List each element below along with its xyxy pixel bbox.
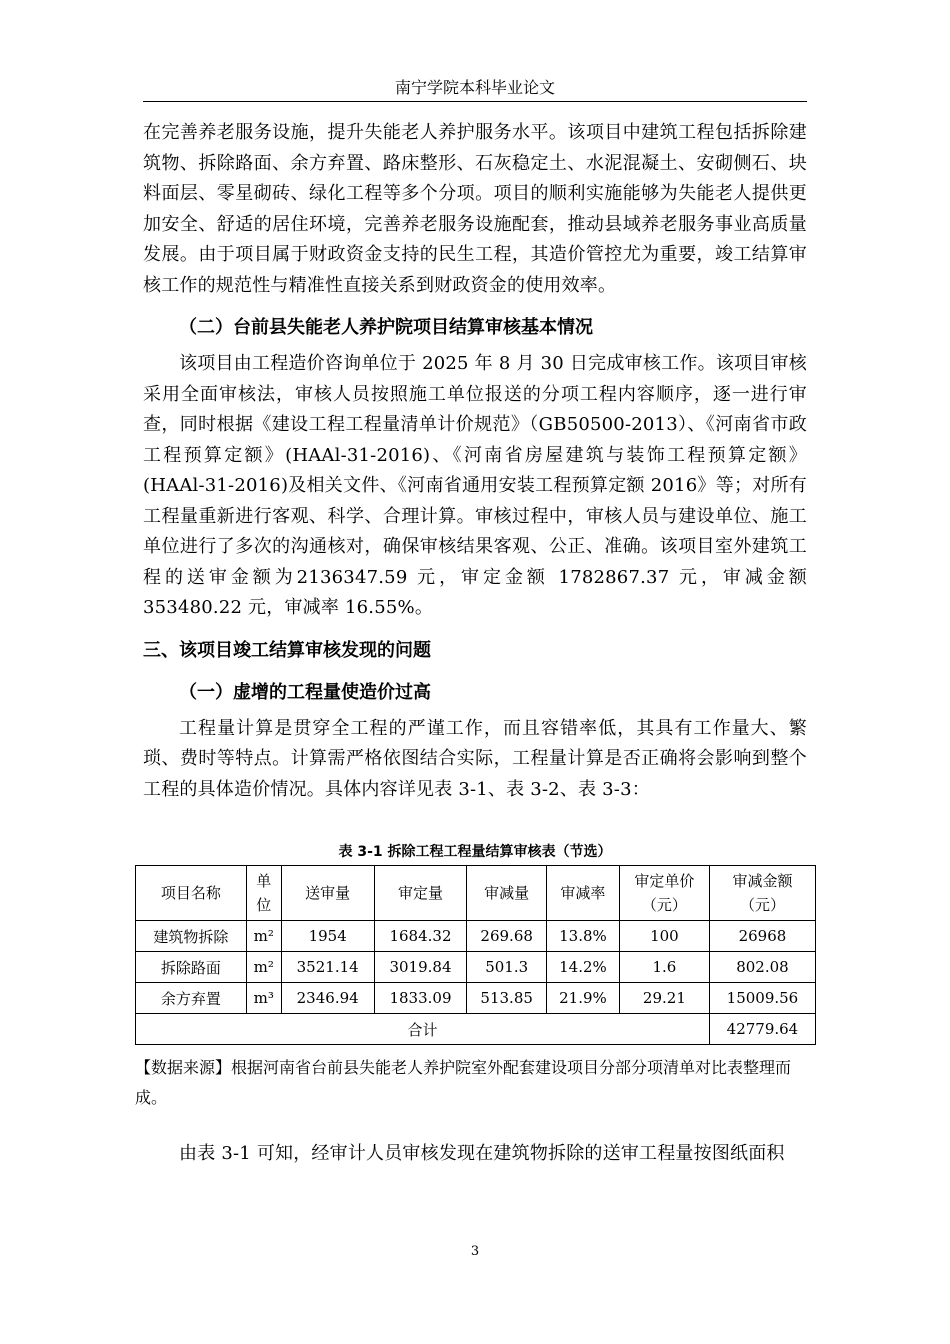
cell-unit: m² <box>246 921 281 952</box>
table-header-row <box>136 866 816 921</box>
cell-reduced-amount: 15009.56 <box>709 983 815 1014</box>
cell-unit: m³ <box>246 983 281 1014</box>
cell-unit-price: 100 <box>619 921 709 952</box>
cell-total-amount: 42779.64 <box>709 1014 815 1045</box>
cell-unit-price: 29.21 <box>619 983 709 1014</box>
cell-approved: 1684.32 <box>374 921 467 952</box>
cell-approved: 1833.09 <box>374 983 467 1014</box>
cell-rate: 14.2% <box>546 952 619 983</box>
cell-reduced-amount: 26968 <box>709 921 815 952</box>
cell-rate: 13.8% <box>546 921 619 952</box>
page-header: 南宁学院本科毕业论文 <box>394 78 555 97</box>
cell-reduced: 513.85 <box>467 983 547 1014</box>
cell-unit-price: 1.6 <box>619 952 709 983</box>
header-approved: 审定量 <box>374 866 467 921</box>
header-reduced-amount-line1: 审减金额 <box>732 872 793 890</box>
header-submitted: 送审量 <box>281 866 374 921</box>
page-number: 3 <box>470 1244 480 1259</box>
header-reduced-amount <box>709 866 815 921</box>
cell-submitted: 1954 <box>281 921 374 952</box>
cell-reduced-amount: 802.08 <box>709 952 815 983</box>
header-unit-price-line1: 审定单价 <box>634 872 695 890</box>
table-row <box>136 983 816 1014</box>
cell-reduced: 269.68 <box>467 921 547 952</box>
header-reduced: 审减量 <box>467 866 547 921</box>
header-unit-line2: 位 <box>256 896 272 914</box>
header-reduced-amount-line2: （元） <box>739 896 785 914</box>
cell-reduced: 501.3 <box>467 952 547 983</box>
table-total-row <box>136 1014 816 1045</box>
header-unit-price <box>619 866 709 921</box>
table-caption: 表 3-1 拆除工程工程量结算审核表（节选） <box>338 844 612 860</box>
cell-approved: 3019.84 <box>374 952 467 983</box>
table-row <box>136 921 816 952</box>
paragraph-audit-overview: 该项目由工程造价咨询单位于 2025 年 8 月 30 日完成审核工作。该项目审核采用全面审核法，审核人员按照施工单位报送的分项工程内容顺序，逐一进行审查，同时根据《建设工程工程量清单计价规范》（GB50500-2013）、《河南省市政工程预算定额》(HAAl-31-2016)、《河南省房屋建筑与装饰工程预算定额》(HAAl-31-2016)及相关文件、《河南省通用安装工程预算定额 2016》等；对所有工程量重新进行客观、科学、合理计算。审核过程中，审核人员与建设单位、施工单位进行了多次的沟通核对，确保审核结果客观、公正、准确。该项目室外建筑工程的送审金额为2136347.59 元，审定金额 1782867.37 元，审减金额 353480.22 元，审减率 16.55%。 <box>143 353 807 618</box>
subheading-inflated-quantities: （一）虚增的工程量使造价过高 <box>179 681 431 703</box>
subheading-audit-overview: （二）台前县失能老人养护院项目结算审核基本情况 <box>179 317 593 338</box>
cell-submitted: 2346.94 <box>281 983 374 1014</box>
cell-project-name: 余方弃置 <box>136 983 247 1014</box>
data-source-note: 【数据来源】根据河南省台前县失能老人养护院室外配套建设项目分部分项清单对比表整理而成。 <box>135 1058 792 1107</box>
header-unit <box>246 866 281 921</box>
table-row <box>136 952 816 983</box>
header-unit-price-line2: （元） <box>641 896 687 914</box>
paragraph-quantity-calculation: 工程量计算是贯穿全工程的严谨工作，而且容错率低，其具有工作量大、繁琐、费时等特点。计算需严格依图结合实际，工程量计算是否正确将会影响到整个工程的具体造价情况。具体内容详见表 3-1、表 3-2、表 3-3： <box>143 717 807 800</box>
cell-project-name: 拆除路面 <box>136 952 247 983</box>
paragraph-intro-continued: 在完善养老服务设施，提升失能老人养护服务水平。该项目中建筑工程包括拆除建筑物、拆除路面、余方弃置、路床整形、石灰稳定土、水泥混凝土、安砌侧石、块料面层、零星砌砖、绿化工程等多个分项。项目的顺利实施能够为失能老人提供更加安全、舒适的居住环境，完善养老服务设施配套，推动县域养老服务事业高质量发展。由于项目属于财政资金支持的民生工程，其造价管控尤为重要，竣工结算审核工作的规范性与精准性直接关系到财政资金的使用效率。 <box>143 122 807 296</box>
paragraph-table-analysis: 由表 3-1 可知，经审计人员审核发现在建筑物拆除的送审工程量按图纸面积 <box>179 1143 785 1164</box>
header-divider <box>143 101 807 102</box>
header-unit-line1: 单 <box>256 872 272 890</box>
cell-rate: 21.9% <box>546 983 619 1014</box>
cell-project-name: 建筑物拆除 <box>136 921 247 952</box>
cell-total-label: 合计 <box>136 1014 710 1045</box>
section-heading-issues: 三、该项目竣工结算审核发现的问题 <box>143 639 431 661</box>
header-rate: 审减率 <box>546 866 619 921</box>
cell-submitted: 3521.14 <box>281 952 374 983</box>
header-project-name: 项目名称 <box>136 866 247 921</box>
demolition-audit-table <box>135 865 816 1045</box>
page-body <box>135 118 807 1170</box>
cell-unit: m² <box>246 952 281 983</box>
